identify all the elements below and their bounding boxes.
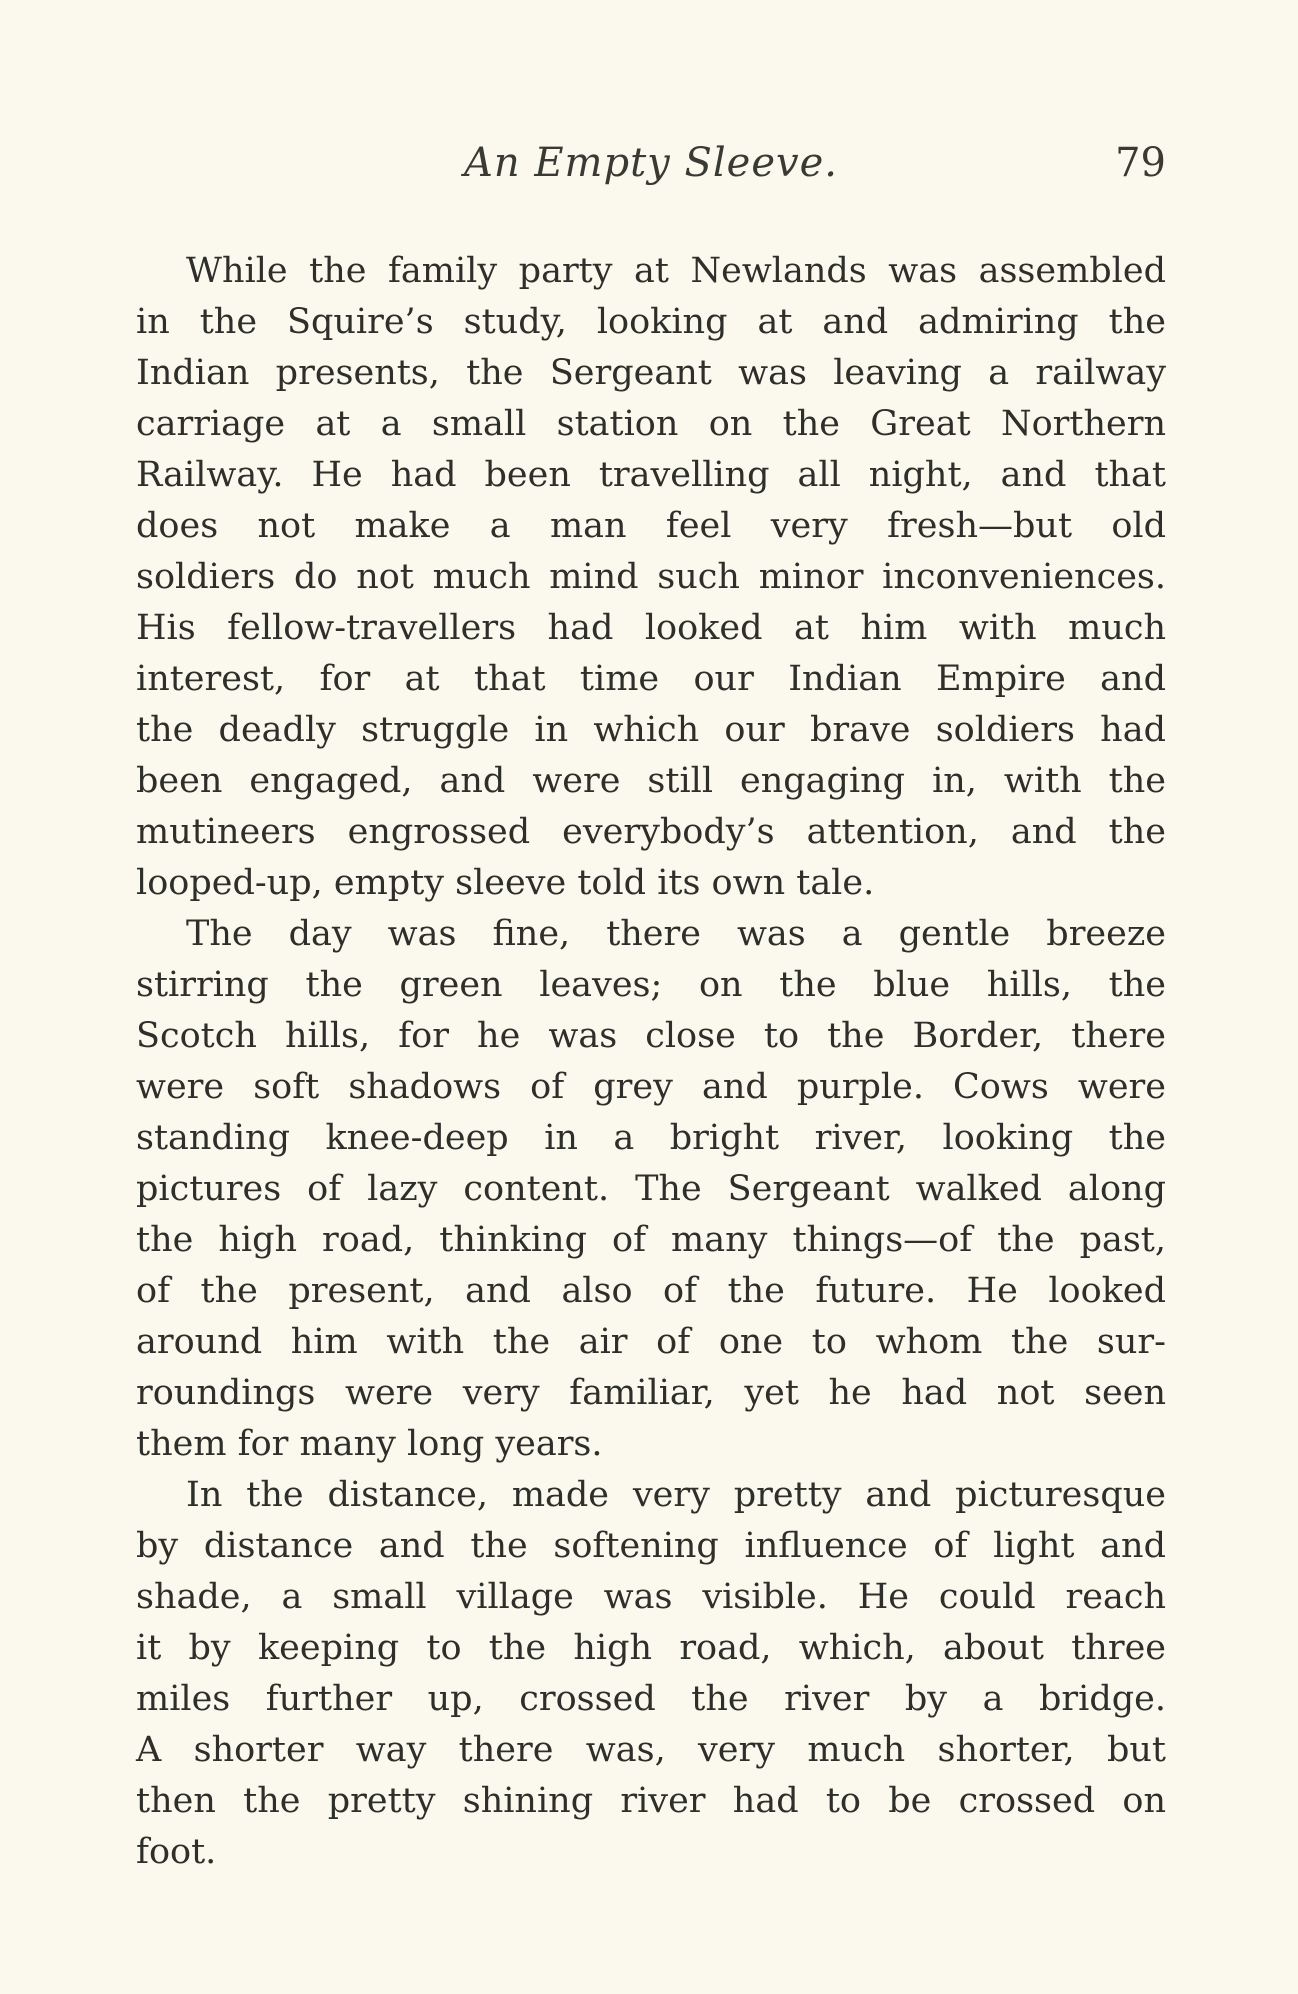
text-line: Railway. He had been travelling all night, and that	[136, 455, 1166, 495]
text-line: does not make a man feel very fresh—but old	[136, 506, 1166, 546]
text-line: A shorter way there was, very much shorter, but	[136, 1730, 1166, 1770]
text-line: around him with the air of one to whom the sur-	[136, 1322, 1166, 1362]
paragraph	[136, 909, 1166, 1470]
text-line: standing knee-deep in a bright river, looking the	[136, 1118, 1166, 1158]
text-line: The day was fine, there was a gentle breeze	[186, 914, 1166, 954]
text-line: While the family party at Newlands was assembled	[186, 251, 1166, 291]
body-text	[136, 246, 1166, 1878]
text-line: interest, for at that time our Indian Empire and	[136, 659, 1166, 699]
text-line: miles further up, crossed the river by a bridge.	[136, 1679, 1166, 1719]
text-line: In the distance, made very pretty and picturesque	[186, 1475, 1166, 1515]
text-line: soldiers do not much mind such minor inconveniences.	[136, 557, 1166, 597]
paragraph	[136, 246, 1166, 909]
running-title: An Empty Sleeve.	[463, 140, 838, 186]
text-line: of the present, and also of the future. He looked	[136, 1271, 1166, 1311]
running-head	[136, 140, 1166, 190]
paragraph	[136, 1470, 1166, 1878]
text-line: by distance and the softening influence of light and	[136, 1526, 1166, 1566]
text-line: been engaged, and were still engaging in, with the	[136, 761, 1166, 801]
text-line: shade, a small village was visible. He could reach	[136, 1577, 1166, 1617]
text-line: roundings were very familiar, yet he had not seen	[136, 1373, 1166, 1413]
text-line: it by keeping to the high road, which, about three	[136, 1628, 1166, 1668]
text-line: the high road, thinking of many things—of the past,	[136, 1220, 1166, 1260]
page-number: 79	[1115, 140, 1166, 186]
text-line: stirring the green leaves; on the blue hills, the	[136, 965, 1166, 1005]
text-line: were soft shadows of grey and purple. Cows were	[136, 1067, 1166, 1107]
text-line: looped-up, empty sleeve told its own tale.	[136, 863, 875, 903]
text-line: Scotch hills, for he was close to the Border, there	[136, 1016, 1166, 1056]
text-line: carriage at a small station on the Great Northern	[136, 404, 1166, 444]
text-line: foot.	[136, 1832, 217, 1872]
text-line: in the Squire’s study, looking at and admiring the	[136, 302, 1166, 342]
text-line: them for many long years.	[136, 1424, 603, 1464]
text-line: His fellow-travellers had looked at him with much	[136, 608, 1166, 648]
text-line: then the pretty shining river had to be crossed on	[136, 1781, 1166, 1821]
text-line: mutineers engrossed everybody’s attention, and the	[136, 812, 1166, 852]
text-line: Indian presents, the Sergeant was leaving a railway	[136, 353, 1166, 393]
text-line: pictures of lazy content. The Sergeant walked along	[136, 1169, 1166, 1209]
text-line: the deadly struggle in which our brave soldiers had	[136, 710, 1166, 750]
